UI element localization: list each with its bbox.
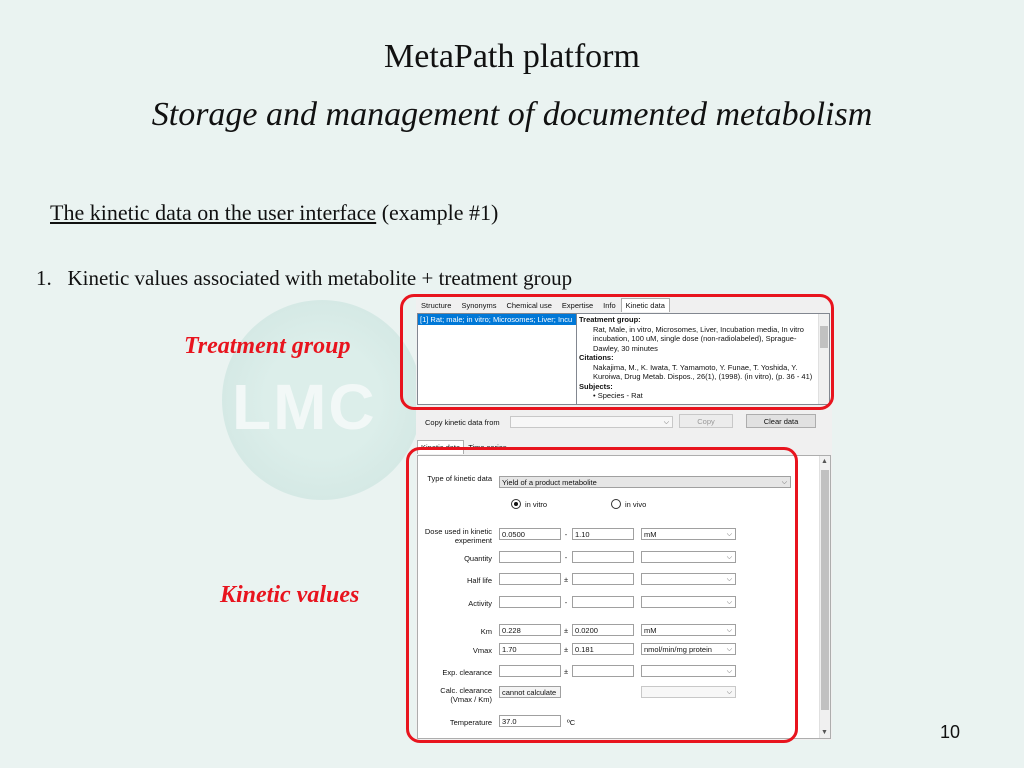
tab-expertise[interactable]: Expertise	[561, 301, 594, 310]
exp-clearance-separator: ±	[563, 667, 569, 676]
temperature-label: Temperature	[449, 718, 492, 727]
tab-info[interactable]: Info	[603, 301, 616, 310]
treatment-heading: Treatment group:	[579, 315, 641, 324]
point-number: 1.	[36, 266, 52, 290]
kinetic-values-highlight	[406, 447, 798, 743]
copy-toolbar	[417, 410, 829, 436]
copy-button[interactable]: Copy	[679, 414, 733, 428]
chevron-down-icon: ⌵	[726, 668, 732, 675]
km-error-input[interactable]: 0.0200	[572, 624, 634, 636]
panel-scroll-thumb[interactable]	[821, 470, 829, 710]
clear-data-button[interactable]: Clear data	[746, 414, 816, 428]
treatment-group-highlight	[400, 294, 834, 410]
km-label: Km	[480, 627, 492, 636]
slide-title: MetaPath platform	[384, 38, 640, 75]
tab-structure[interactable]: Structure	[421, 301, 452, 310]
subtab-time-series[interactable]: Time series	[464, 440, 510, 454]
vmax-unit: nmol/min/mg protein	[644, 645, 712, 654]
vmax-input[interactable]: 1.70	[499, 643, 561, 655]
section-heading	[50, 200, 498, 226]
dose-unit: mM	[644, 530, 657, 539]
tab-chemical-use[interactable]: Chemical use	[506, 301, 552, 310]
chevron-down-icon: ⌵	[663, 419, 669, 426]
section-heading-underlined: The kinetic data on the user interface	[50, 200, 377, 225]
chevron-down-icon: ⌵	[726, 646, 732, 653]
dose-separator: -	[564, 530, 568, 539]
exp-clearance-label: Exp. clearance	[442, 668, 492, 677]
km-unit: mM	[644, 626, 657, 635]
kinetic-values-label: Kinetic values	[220, 582, 360, 608]
chevron-down-icon: ⌵	[726, 554, 732, 561]
panel-scrollbar[interactable]	[819, 456, 830, 738]
dose-min-input[interactable]: 0.0500	[499, 528, 561, 540]
citations-heading: Citations:	[579, 353, 614, 362]
slide-subtitle: Storage and management of documented metabolism	[151, 96, 873, 133]
type-label: Type of kinetic data	[427, 474, 492, 483]
half-life-separator: ±	[563, 575, 569, 584]
numbered-point	[36, 266, 572, 291]
dose-max-input[interactable]: 1.10	[572, 528, 634, 540]
quantity-label: Quantity	[464, 554, 492, 563]
chevron-down-icon: ⌵	[726, 531, 732, 538]
vmax-label: Vmax	[472, 646, 492, 655]
chevron-down-icon: ⌵	[726, 576, 732, 583]
calc-clearance-value: cannot calculate	[499, 686, 561, 698]
chevron-down-icon: ⌵	[781, 479, 787, 486]
point-text: Kinetic values associated with metabolite + treatment group	[67, 266, 573, 290]
vmax-separator: ±	[563, 645, 569, 654]
temperature-input[interactable]: 37.0	[499, 715, 561, 727]
calc-clearance-label: Calc. clearance (Vmax / Km)	[440, 686, 492, 704]
activity-separator: -	[564, 598, 568, 607]
activity-label: Activity	[468, 599, 492, 608]
radio-in-vivo-label: in vivo	[625, 500, 647, 509]
copy-label: Copy kinetic data from	[425, 418, 500, 427]
subjects-item: • Species - Rat	[593, 391, 643, 400]
section-heading-rest: (example #1)	[376, 200, 499, 225]
km-separator: ±	[563, 626, 569, 635]
page-number: 10	[940, 722, 961, 742]
logo-watermark-text: LMC	[232, 371, 377, 443]
km-input[interactable]: 0.228	[499, 624, 561, 636]
subjects-heading: Subjects:	[579, 381, 613, 391]
tab-kinetic-data[interactable]: Kinetic data	[621, 298, 670, 312]
treatment-text: Rat, Male, in vitro, Microsomes, Liver, Incubation media, In vitro incubation, 100 uM, single dose (non-radiolabeled), Sprague-Dawley, 30 minutes	[593, 324, 804, 353]
list-item-selected[interactable]: [1] Rat; male; in vitro; Microsomes; Liver; Incu	[418, 314, 576, 325]
copy-source-select[interactable]	[510, 416, 673, 428]
radio-in-vitro-label: in vitro	[525, 500, 548, 509]
half-life-label: Half life	[466, 576, 492, 585]
treatment-group-label: Treatment group	[184, 333, 351, 359]
scroll-down-icon[interactable]: ▼	[821, 729, 828, 736]
tab-synonyms[interactable]: Synonyms	[461, 301, 497, 310]
chevron-down-icon: ⌵	[726, 627, 732, 634]
dose-label: Dose used in kinetic experiment	[424, 527, 492, 545]
chevron-down-icon: ⌵	[726, 599, 732, 606]
scroll-up-icon[interactable]: ▲	[821, 458, 828, 465]
temperature-unit: ºC	[567, 718, 576, 727]
type-value: Yield of a product metabolite	[502, 478, 597, 487]
citations-text: Nakajima, M., K. Iwata, T. Yamamoto, Y. Funae, T. Yoshida, Y. Kuroiwa, Drug Metab. Dispos., 26(1), (1998). (in vitro), (p. 36 - 41)	[593, 362, 813, 381]
vmax-error-input[interactable]: 0.181	[572, 643, 634, 655]
chevron-down-icon: ⌵	[726, 689, 732, 696]
subtab-kinetic-data[interactable]: Kinetic data	[417, 440, 464, 454]
quantity-separator: -	[564, 553, 568, 562]
subjects-item-text: Species - Rat	[597, 391, 643, 400]
